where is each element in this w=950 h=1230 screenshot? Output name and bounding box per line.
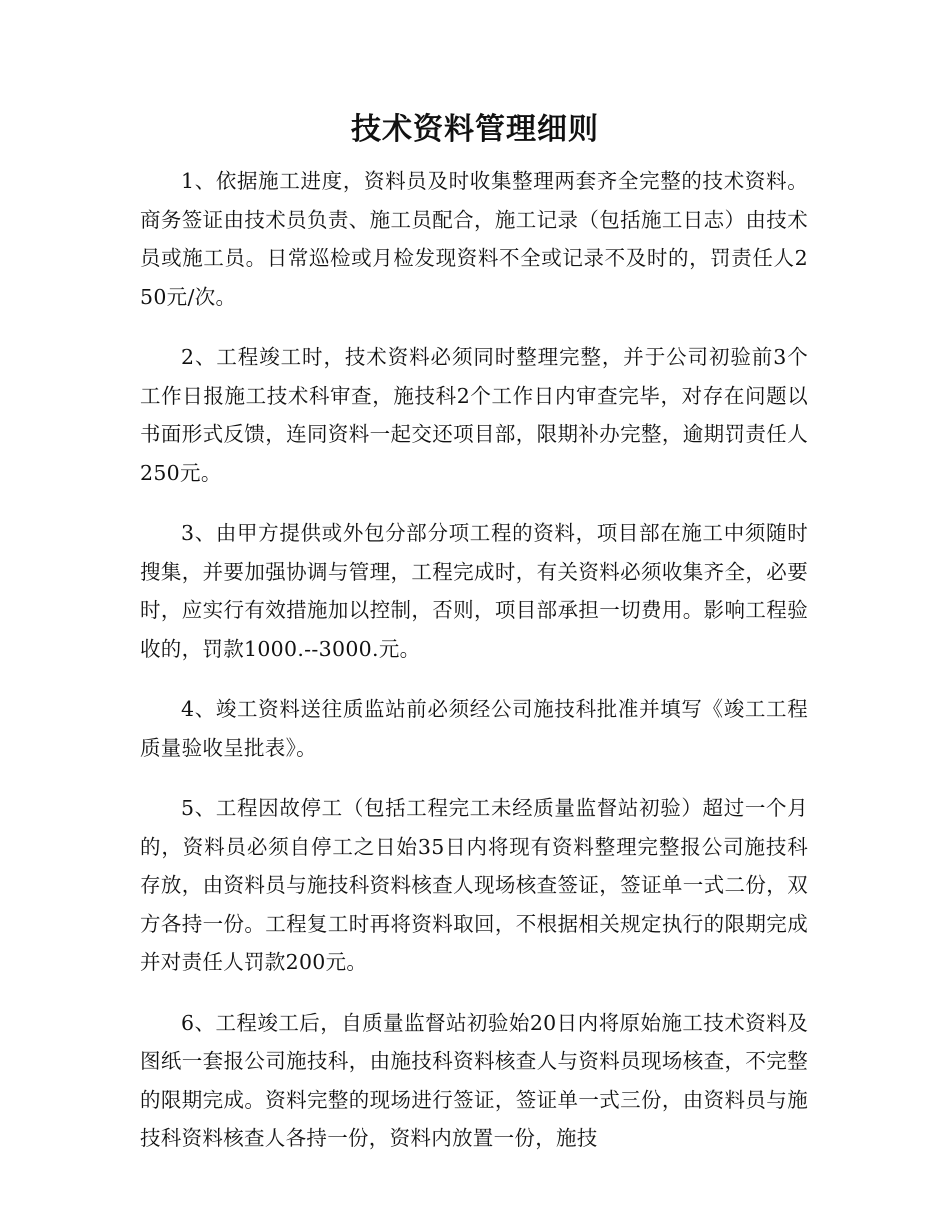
paragraph-1: 1、依据施工进度，资料员及时收集整理两套齐全完整的技术资料。商务签证由技术员负责、施工员配合，施工记录（包括施工日志）由技术员或施工员。日常巡检或月检发现资料不全或记录不及时的，罚责任人250元/次。 <box>140 169 808 309</box>
document-body <box>140 162 808 1180</box>
paragraph-4: 4、竣工资料送往质监站前必须经公司施技科批准并填写《竣工工程质量验收呈批表》。 <box>140 697 808 760</box>
document-title: 技术资料管理细则 <box>351 112 599 147</box>
paragraph-3: 3、由甲方提供或外包分部分项工程的资料，项目部在施工中须随时搜集，并要加强协调与管理，工程完成时，有关资料必须收集齐全，必要时，应实行有效措施加以控制，否则，项目部承担一切费用。影响工程验收的，罚款1000.--3000.元。 <box>140 521 808 661</box>
paragraph-6: 6、工程竣工后，自质量监督站初验始20日内将原始施工技术资料及图纸一套报公司施技科，由施技科资料核查人与资料员现场核查，不完整的限期完成。资料完整的现场进行签证，签证单一式三份，由资料员与施技科资料核查人各持一份，资料内放置一份，施技 <box>140 1010 808 1150</box>
paragraph-2: 2、工程竣工时，技术资料必须同时整理完整，并于公司初验前3个工作日报施工技术科审查，施技科2个工作日内审查完毕，对存在问题以书面形式反馈，连同资料一起交还项目部，限期补办完整，逾期罚责任人250元。 <box>140 345 808 485</box>
paragraph-5: 5、工程因故停工（包括工程完工未经质量监督站初验）超过一个月的，资料员必须自停工之日始35日内将现有资料整理完整报公司施技科存放，由资料员与施技科资料核查人现场核查签证，签证单一式二份，双方各持一份。工程复工时再将资料取回，不根据相关规定执行的限期完成并对责任人罚款200元。 <box>140 796 808 974</box>
